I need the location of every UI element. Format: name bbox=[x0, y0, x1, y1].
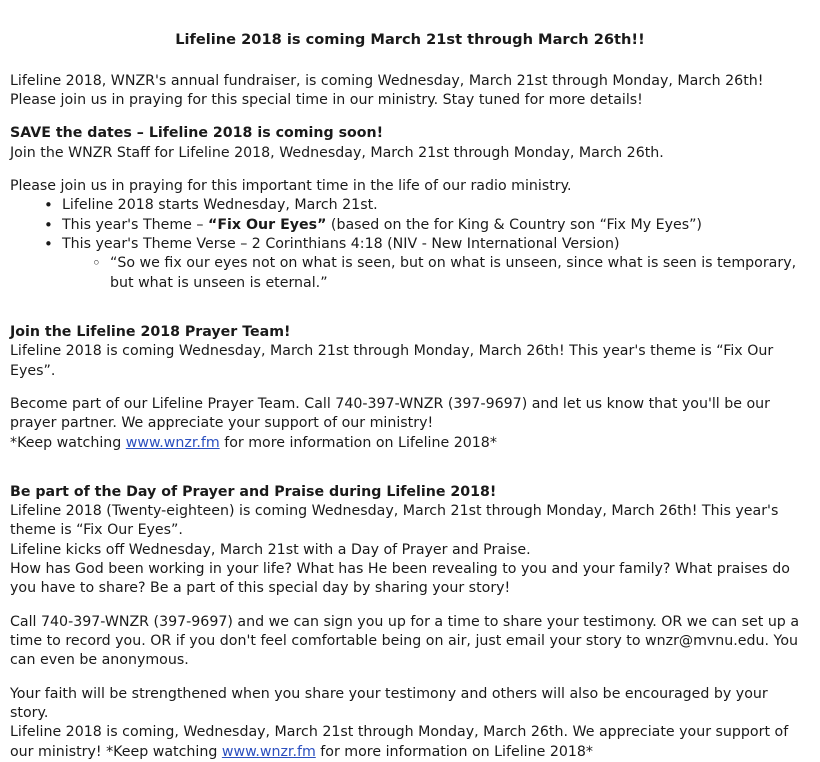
prayer-team-line1: Lifeline 2018 is coming Wednesday, March 21st through Monday, March 26th! This year's theme is “Fix Our Eyes”. bbox=[10, 343, 774, 379]
spacer bbox=[10, 671, 810, 685]
list-item bbox=[44, 216, 810, 235]
bullet-text: Lifeline 2018 starts Wednesday, March 21st. bbox=[62, 197, 378, 214]
intro-paragraph: Lifeline 2018, WNZR's annual fundraiser, is coming Wednesday, March 21st through Monday, March 26th! Please join us in praying for this special time in our ministry. Stay tuned for more details! bbox=[10, 72, 764, 109]
day-of-prayer-line2: Lifeline kicks off Wednesday, March 21st with a Day of Prayer and Praise. bbox=[10, 541, 531, 558]
day-of-prayer-heading: Be part of the Day of Prayer and Praise during Lifeline 2018! bbox=[10, 483, 497, 500]
bullet-text-bold: “Fix Our Eyes” bbox=[208, 216, 327, 233]
theme-verse-sub-list bbox=[62, 254, 810, 293]
spacer bbox=[10, 293, 810, 323]
theme-bullet-list bbox=[10, 196, 810, 293]
spacer bbox=[10, 381, 810, 395]
page-title: Lifeline 2018 is coming March 21st through March 26th!! bbox=[175, 31, 645, 48]
bullet-text: This year's Theme – bbox=[62, 216, 209, 233]
wnzr-website-link[interactable]: www.wnzr.fm bbox=[221, 743, 316, 760]
list-item bbox=[44, 196, 810, 215]
closing-text-prefix: Lifeline 2018 is coming, Wednesday, March 21st through Monday, March 26th. We appreciate your support of our ministry! *Keep watching bbox=[10, 724, 789, 760]
prayer-team-heading: Join the Lifeline 2018 Prayer Team! bbox=[10, 323, 291, 340]
save-the-dates-heading: SAVE the dates – Lifeline 2018 is coming soon! bbox=[10, 125, 384, 142]
save-the-dates-line1: Join the WNZR Staff for Lifeline 2018, Wednesday, March 21st through Monday, March 26th. bbox=[10, 144, 664, 161]
wnzr-website-link[interactable]: www.wnzr.fm bbox=[125, 434, 220, 451]
day-of-prayer-line6 bbox=[10, 723, 810, 762]
save-the-dates-line2: Please join us in praying for this important time in the life of our radio ministry. bbox=[10, 178, 572, 195]
day-of-prayer-line1: Lifeline 2018 (Twenty-eighteen) is coming Wednesday, March 21st through Monday, March 26th! This year's theme is “Fix Our Eyes”. bbox=[10, 503, 779, 539]
day-of-prayer-line5: Your faith will be strengthened when you share your testimony and others will also be encouraged by your story. bbox=[10, 685, 768, 721]
keep-watching-suffix: for more information on Lifeline 2018* bbox=[219, 434, 497, 451]
day-of-prayer-line4: Call 740-397-WNZR (397-9697) and we can sign you up for a time to share your testimony. OR we can set up a time to record you. OR if you don't feel comfortable being on air, just email your story to wnzr@mvnu.edu. You can even be anonymous. bbox=[10, 613, 800, 669]
prayer-team-keep-watching bbox=[10, 434, 810, 453]
verse-quote: ◦ “So we fix our eyes not on what is seen, but on what is unseen, since what is seen is temporary, but what is unseen is eternal.” bbox=[110, 255, 797, 291]
bullet-text-after: (based on the for King & Country son “Fix My Eyes”) bbox=[326, 216, 702, 233]
list-item bbox=[92, 254, 810, 293]
day-of-prayer-line3: How has God been working in your life? What has He been revealing to you and your family? What praises do you have to share? Be a part of this special day by sharing your story! bbox=[10, 561, 790, 597]
spacer bbox=[10, 163, 810, 177]
keep-watching-prefix: *Keep watching bbox=[10, 434, 126, 451]
closing-text-suffix: for more information on Lifeline 2018* bbox=[315, 743, 594, 760]
list-item bbox=[44, 235, 810, 293]
prayer-team-line2: Become part of our Lifeline Prayer Team. Call 740-397-WNZR (397-9697) and let us know that you'll be our prayer partner. We appreciate your support of our ministry! bbox=[10, 395, 771, 432]
spacer bbox=[10, 453, 810, 483]
bullet-text: This year's Theme Verse – 2 Corinthians 4:18 (NIV - New International Version) bbox=[62, 236, 620, 253]
spacer bbox=[10, 599, 810, 613]
